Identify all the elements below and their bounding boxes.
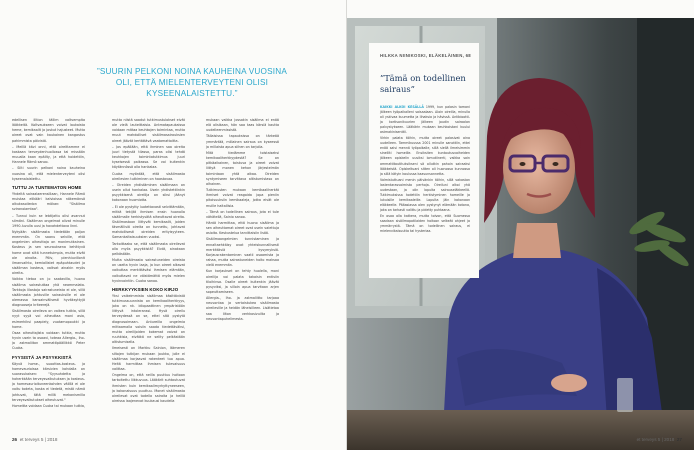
section-heading: TUTTU JA TUNTEMATON HOME [12,184,82,190]
article-column-2 [112,118,185,405]
magazine-name-right: et terveys [636,437,657,442]
body-paragraph: Tutkimusten mukaan kemikaaliherkät ihmiset voivat reagoida jopa pieniin pitoisuuksiin kemikaaleja, jotka eivät ole muille haitallisia. [206,188,279,208]
body-paragraph: mutta niistä saadut tutkimustulokset eivät ole vielä lauteittaisia. Antmatapaukaissa voidaan mittaa keuhkojen toimintaa, mutta muut mahdolliset sisäilmasairauksien oireet jäävät kertättävä vaatamattoitta. [112,118,185,143]
issue-right: 5 | 2018 [657,437,675,442]
water-glass [617,378,633,412]
left-page [0,0,346,450]
article-column-3 [206,118,279,323]
body-paragraph: – Silti suurin pelkoni noina kauheina vuosina oli, että mielenterveyteni olisi kyseenalaistettu. [12,166,85,181]
page-folio-right [637,437,682,442]
sidebar-box [369,43,479,278]
pull-quote: ”SUURIN PELKONI NOINA KAUHEINA VUOSINA OLI, ETTÄ MIELENTERVEYTENI OLISI KYSEENALAISTETTU.” [96,67,288,99]
section-heading: HERKKYYKSIEN KOKO KIRJO [112,286,179,292]
body-paragraph: Nykyään sisäilmasta tiedetään paljon enemmän. On saanu selville, että ongelmien aiheuttaja on monimutkainen. Kosteus ja sen seurauksena kehittyvä home ovat siitä tunnetuimpia, mutta eivät ole ainoita. Pölv, pienhiuvillonit ilmanvaihto, kemiallistet epäpuhtaudet ja sisäilman kosteus, valtvat ainakin myös oireita. [12,229,85,276]
page-number-left: 26 [12,437,18,442]
page-number-right: 27 [676,437,682,442]
sidebar-title: ”Tämä on todellinen sairaus” [380,73,466,94]
section-heading: FYYSISTÄ JA PSYYKKISTÄ [12,354,72,360]
body-paragraph: Ilmeisesti on Markku Sainion, Itämeren siltojen tutkijan mukaan joukko, jolle ei sisäilmaa korjaavat rakenteet tuo apua. Heitä harmittaa ihmisen tulevaisuus valittaa. [112,346,185,372]
body-paragraph: Yhdeltä sairaalaerensillaan, Hannele Rämö muistaa elikääri kalvioissa näkemänsä alkukasoiledon mökan: "Sisäilma sviranoiamtaa". [12,191,85,212]
body-paragraph: Tarkoittaako se, että sisäilmasta oireilevat olla myös psyykkistä? Eivät, ainakaan pelkästään. [112,241,185,256]
page-folio-left [12,437,57,442]
right-page [347,0,694,450]
body-paragraph: – Meillä kävi onni, että oireittamme ei koskaan terveydenhuollossa tai missään muualla kaan epäilty, ja että hoidettiin, Hannele Rämö sanoo. [12,144,85,165]
body-paragraph: Kun korjaukset on tehty huolella, moni oireilija voi palata takaisin entisiin tiloihinsa. Osalle oireet kuitenkin jäävät pysyviksi, ja silloin apua tarvitaan arjen sopeuttamiseen. [206,269,279,294]
body-paragraph: – Jos epäilään, että ihminen saa oireita juuri tietystä tilassa, paras olisi tehdä keuhkojen toimintatutkimus juuri kyseisessä paikassa. Se voi kuitenkin käytännössä olla hankalaa. [112,144,185,170]
body-paragraph: Sisäilmaongelmien tunnistaminen ja ennaltaehkäisy ovat yhteiskunnallisesti merkittäviä kysymyksiä. Korjausrakentaminen vaatii osaamista ja rahaa, mutta sairastuneiden hoito maksaa vielä enemmän. [206,237,279,268]
body-paragraph: Cuoka myöntää, että sisäilmasta oireilevien tutkiminen on haastavaa. [112,171,185,181]
body-paragraph: Mutta sisäilmasta sairastuneiden oireista on useita hyvin laaja, ja kun oireet alkavat vaikuttaa merkittäväsi ihmisen elämään, valkuttavat ne väistämättä myös mielen hyvinvointiin. Cuoka sanoo. [112,258,185,283]
sidebar-paragraph-1-text: 1999, kun palasin tomani jälkeen työpaikalleni saisaalaan. Aloin oireilla, minulla oli yskivaa kuumetta ja lihaksia ja hävissä. Antibiootti- ja kortisonikuurien jälkeen joudin sairaalan palvystykseen. Lääkärin mukaan keuhkoistani kuului astmakinisenttii. [380,105,470,135]
body-paragraph: mukaan vaikka jossakin sisäilma ei enää elä olisikaan, hän saa taas kärsiä kautta uudelleenmissistä. [206,118,279,133]
sidebar-paragraph-2: Virkin palata töihin, mutta oireet palasivat aina uudelleen. Tammikuussa 2001 minulle sanottiin, ettei enää saisi mennä työpaikalle, sillä siellä ilmeisimmin sinelliti homeille. Ensiksiten kuntoutusvaiheiden jälkeen opiskelin uusiksi lomutiinerti, vaikka sain ammattitautituksikseni sä ollutkin pahoin sairaaksi lääkkeistä. Opiskeltuani sitten oli huonossa kunnossa ja sillä kätyin koulussa kaasunsannetta. [380,136,470,176]
sidebar-paragraph-1 [380,105,470,135]
body-paragraph: Mitä tiedämme toistaiseksi kemikaaliherkkyydestä? Se on pitkäaikainen, toistuva ja oireet voivat liittyä monen kehon järjestelmän toimintaan yhtä aikaa. Oireiden syntymiseen tarvittava altistumistaso on alhainen. [206,150,279,186]
body-paragraph: Osaa aiheuttajista voidaan tutkia, mutta hyvin usein ta osaavi, toteaa Allergia-, Iho- ja astmaliiton ammattipäällikkö Peter Cuoka. [12,330,85,351]
hand [551,374,587,392]
body-paragraph: Allergia-, Iho- ja astmaliitto tarjoaa neuvontaa ja vertaistukea sisäilmasta oireileville ja heidän läheisilleen. Lisätietoa saa liiton verkkosivuilta ja neuvontapuhelimesta. [206,296,279,321]
neck [513,223,561,258]
body-paragraph: edellisen illtion tällim valtvempita lääkkeitä. Koltvaukseen voivat laukaista heme, kemikaalit ja joskut hajusteet. Mutta oireet ovat vain kaukainen kangastus pahimmista päivistä. [12,118,85,143]
eye-left [520,162,526,166]
sidebar-body [380,105,470,235]
body-paragraph: Vaikka tietoa on jo saatavilla, huono sisäilma sairastuttaa yhä neammalata. Tarkkoja lilastoja sairastuneista ei ole, sillä sisäilmasta johtuville sairauksille ei ole olemassa kansainvälisesti hyväksyttyjä diagnooseja kriteerejä. [12,277,85,308]
sidebar-kicker: HILKKA NIINIKOSKI, ELÄKELÄINEN, 68 [380,53,471,58]
body-paragraph: Yksi vaikeimmista sisäilmaa käsittävistä tutkimussuunnista on kemikaaliherkkyys, joka on nk. idiopaattinen ympäristöön liittyvä intoleranssi. Hyvä oireilu terveydessä on se, ettei sitä pystytä diagnosoimaan. Antureilla ongelmia mittaamalla voisiin saada tiedettäväksi, mutta oireilijoiden kokemat vaivat on ruuhkisia, eivätkä ne selity pelkästään altistumisella. [112,293,185,345]
sidebar-paragraph-4: En osaa olla katkera, mutta toivon, että Suomessa saadaan sisäilmapotilaiden hoitoon selkeät ohjeet ja ymmärrystä. Tämä on todellinen sairaus, ei mielenvikaisuutta tai hysteriaa. [380,213,470,234]
sidebar-paragraph-3: Valmistuttuani menin päivänkin töihin, sillä vakastan lastentarasvoimista perhoja. Oireiluni alkoi yhä uudestaan, ja olin lopulta sairauseläkkeellä. Tutkimuksissa todettiin herkistyminen homeille ja lukuisille kemikaaleille. Lopulta jäin kokonaan eläkkeelle. Pääasiassa olen pystynyt elämään kotona, joka on tarkasti valittu ja pidetty puhtaana. [380,177,470,212]
body-paragraph: – Oireiden yhdistäminen sisäilmaan on usein ollut hankalaa. Usein yhdistettiinkin psyykkisenä oireilija on siksi jäänyt kokonaan huomiotta. [112,182,185,203]
body-paragraph: Häntä harmittaa, että huono sisäilma ja sen aiheuttamat oireet ovat usein vaiettuja asioita. Keskustelua tarvittaisiin lisää. [206,220,279,236]
article-column-1 [12,118,85,410]
sidebar-lead: KAIKKI ALKOI KESÄLLÄ [380,105,424,109]
issue-left: 5 | 2018 [40,437,58,442]
body-paragraph: Ongelma on, että neilla puuttuu hoitoon tarkoitettu liikkuvuus. Lääkärit suhtautuvat ihmisten kuin kemikaalimyrkyttyneeseen, ja kokonaisuus puuttuu. Monet sisäilmasta oireilevat ovat todella sairaita ja heillä oireissa laajenevat kuukausi kaudella [112,373,185,403]
table [347,410,694,450]
body-paragraph: – Ei ole pystytty luotettavasti selvittämään, mitkä tekijät ihmisen ensin huonolla sisäilmalle herkistyvätä aiheuttavat oireita. Sisäilmastoon liittyvät kemikaalit, joiden täsmällisiä oireita on tunnettu, johtavat mahdollisesti oireiden erityisyyteen. Samankaltaisuuksien vuoksi. [112,204,185,240]
body-paragraph: Homeitta voidaan Cuoka tai mukaan tutkia, [12,403,85,408]
body-paragraph: Tällaisissa tapauksissa on tärkeää ymmärtää, millainen sairaus on kyseessä ja millaista apua siihen on tarjolla. [206,134,279,149]
magazine-name-left: et terveys [19,437,40,442]
body-paragraph: – Tämä on todellinen sairaus, jota ei tule vähätellä, Sainio sanoo. [206,209,279,219]
body-paragraph: – Tunnui kuin se lebtijattu olisi avannut silmäni. Sisäilman ongelmat olivat minulle 1990-luvulla uusi ja havahdettava linni. [12,213,85,228]
body-paragraph: Käyvä home-, suoottas-kosteus- ja homevaurioissa kärsivien kohdalla on suorasukaisen: "Syysuhdetta ja hoherkkään terveysvaikutuksen ja kosteus- ja homevaurioituneenkohden välillä ei ole voitu todeta, koska ei tiedetä, mistä nämä johtuvat, tätä millä mekanismilla terveysvaikutukset aiheutuvat." [12,361,85,402]
body-paragraph: Sisäilmasta oireileva on vaikea tutkia, sillä nyyt syyä voi aiheuttaa moni asia, esimerkiksi paapiely, vuotamopoukki ja home. [12,309,85,329]
eye-right [553,162,559,166]
